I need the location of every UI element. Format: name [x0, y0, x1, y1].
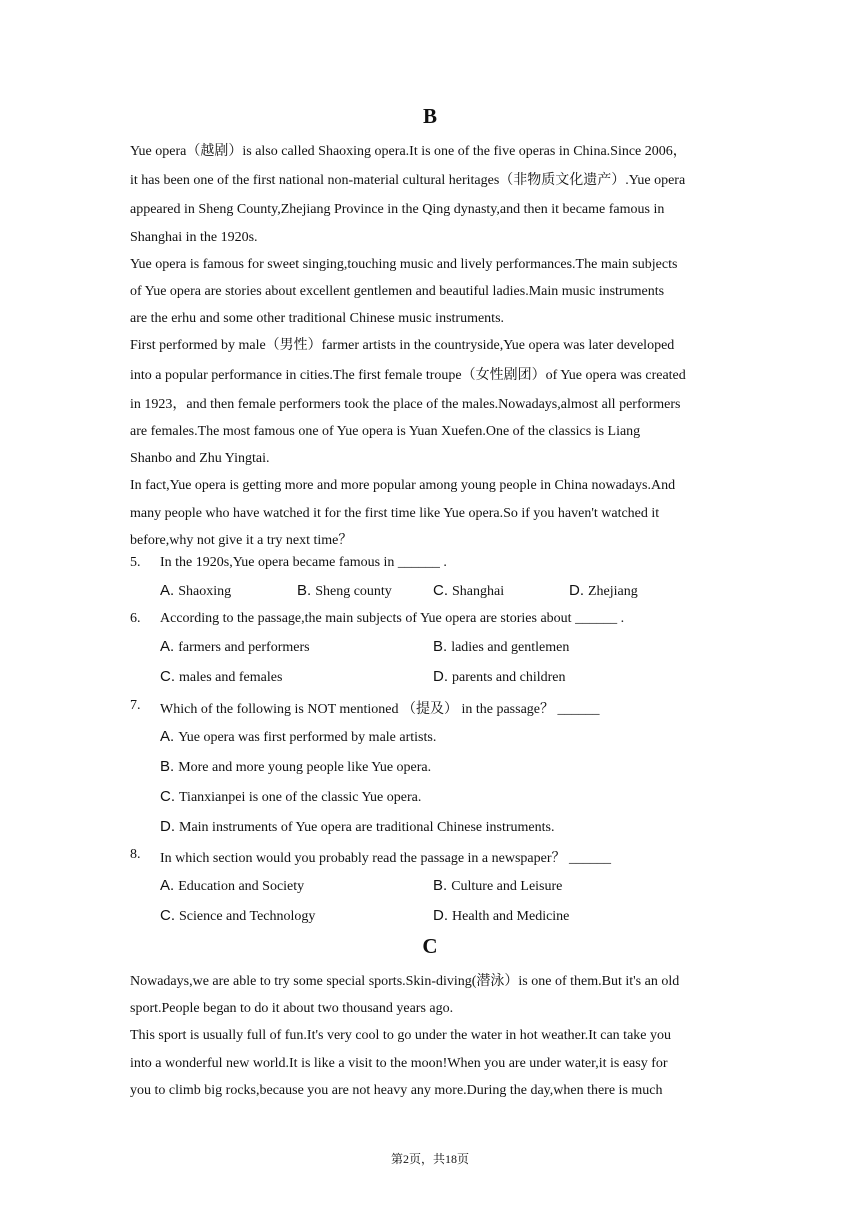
option-letter: A.	[160, 582, 175, 599]
option-text: Yue opera was first performed by male artists.	[178, 730, 437, 745]
option-a[interactable]	[160, 728, 436, 746]
passage-line: First performed by male（男性）farmer artists in the countryside,Yue opera was later developed	[130, 338, 675, 354]
question-stem: According to the passage,the main subjects of Yue opera are stories about ______ .	[160, 611, 625, 626]
question-stem: In which section would you probably read the passage in a newspaper？ ______	[160, 851, 611, 866]
question-number: 5.	[130, 555, 141, 570]
passage-line: appeared in Sheng County,Zhejiang Province in the Qing dynasty,and then it became famous in	[130, 202, 665, 218]
section-b-heading: B	[422, 104, 437, 128]
passage-line: sport.People began to do it about two thousand years ago.	[130, 1001, 454, 1017]
option-a[interactable]	[160, 877, 304, 895]
option-d[interactable]	[569, 582, 638, 600]
option-letter: B.	[160, 758, 175, 775]
option-letter: C.	[160, 668, 175, 685]
option-text: Shaoxing	[178, 584, 232, 599]
option-text: Tianxianpei is one of the classic Yue opera.	[179, 790, 422, 805]
option-letter: C.	[433, 582, 448, 599]
passage-line: This sport is usually full of fun.It's very cool to go under the water in hot weather.It can take you	[130, 1028, 672, 1044]
option-c[interactable]	[433, 582, 504, 600]
passage-line: Shanghai in the 1920s.	[130, 229, 258, 245]
option-letter: C.	[160, 788, 175, 805]
option-text: Education and Society	[178, 879, 305, 894]
option-text: males and females	[179, 670, 283, 685]
passage-line: many people who have watched it for the first time like Yue opera.So if you haven't watched it	[130, 505, 660, 521]
option-text: Main instruments of Yue opera are traditional Chinese instruments.	[179, 820, 555, 835]
option-text: Sheng county	[315, 584, 392, 599]
option-b[interactable]	[433, 877, 562, 895]
option-c[interactable]	[160, 668, 282, 686]
question-stem: In the 1920s,Yue opera became famous in ______ .	[160, 555, 447, 570]
passage-line: Nowadays,we are able to try some special sports.Skin-diving(潜泳）is one of them.But it's an old	[130, 974, 680, 989]
option-text: Shanghai	[452, 584, 505, 599]
passage-line: are the erhu and some other traditional Chinese music instruments.	[130, 311, 505, 327]
option-text: Science and Technology	[179, 909, 316, 924]
section-c-heading: C	[422, 934, 438, 958]
option-d[interactable]	[433, 668, 566, 686]
passage-line: are females.The most famous one of Yue opera is Yuan Xuefen.One of the classics is Liang	[130, 424, 641, 440]
option-b[interactable]	[297, 582, 392, 600]
option-d[interactable]	[160, 818, 554, 836]
section-c-passage	[130, 968, 740, 1104]
option-a[interactable]	[160, 638, 310, 656]
option-b[interactable]	[433, 638, 569, 656]
passage-line: Shanbo and Zhu Yingtai.	[130, 451, 270, 467]
question-number: 8.	[130, 847, 141, 862]
option-letter: C.	[160, 907, 175, 924]
passage-line: it has been one of the first national non-material cultural heritages（非物质文化遗产）.Yue opera	[130, 173, 686, 189]
option-c[interactable]	[160, 907, 315, 925]
option-letter: A.	[160, 638, 175, 655]
question-number: 7.	[130, 698, 141, 713]
option-text: ladies and gentlemen	[451, 640, 570, 655]
option-letter: D.	[160, 818, 175, 835]
option-a[interactable]	[160, 582, 231, 600]
passage-line: Yue opera（越剧）is also called Shaoxing opera.It is one of the five operas in China.Since 2006，	[130, 144, 687, 159]
option-text: More and more young people like Yue opera.	[178, 760, 432, 775]
option-d[interactable]	[433, 907, 569, 925]
option-letter: D.	[569, 582, 584, 599]
passage-line: into a popular performance in cities.The first female troupe（女性剧团）of Yue opera was created	[130, 367, 686, 383]
option-text: Zhejiang	[588, 584, 638, 599]
passage-line: of Yue opera are stories about excellent gentlemen and beautiful ladies.Main music instruments	[130, 284, 665, 300]
option-letter: A.	[160, 728, 175, 745]
option-b[interactable]	[160, 758, 431, 776]
passage-line: into a wonderful new world.It is like a visit to the moon!When you are under water,it is easy for	[130, 1055, 668, 1071]
option-letter: B.	[433, 877, 448, 894]
option-letter: D.	[433, 907, 448, 924]
question-number: 6.	[130, 611, 141, 626]
question-stem: Which of the following is NOT mentioned （提及） in the passage？ ______	[160, 702, 600, 717]
passage-line: before,why not give it a try next time？	[130, 532, 353, 548]
passage-line: you to climb big rocks,because you are not heavy any more.During the day,when there is much	[130, 1082, 663, 1098]
option-text: farmers and performers	[178, 640, 310, 655]
option-text: Health and Medicine	[452, 909, 570, 924]
passage-line: Yue opera is famous for sweet singing,touching music and lively performances.The main subjects	[130, 256, 678, 272]
option-letter: B.	[433, 638, 448, 655]
page-footer: 第2页，共18页	[390, 1152, 469, 1166]
passage-line: in 1923，and then female performers took the place of the males.Nowadays,almost all performers	[130, 396, 681, 412]
section-b-passage	[130, 138, 740, 554]
option-text: parents and children	[452, 670, 566, 685]
option-c[interactable]	[160, 788, 421, 806]
passage-line: In fact,Yue opera is getting more and more popular among young people in China nowadays.And	[130, 478, 676, 494]
option-letter: B.	[297, 582, 312, 599]
option-letter: D.	[433, 668, 448, 685]
option-text: Culture and Leisure	[451, 879, 563, 894]
option-letter: A.	[160, 877, 175, 894]
